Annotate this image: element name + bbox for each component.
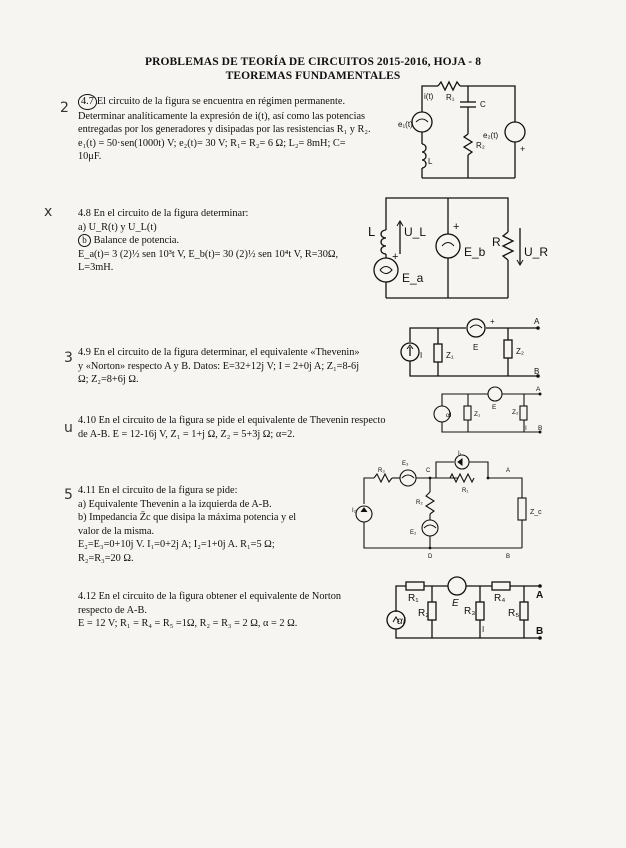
label-zc: Z_c [530,509,542,516]
problem-line: El circuito de la figura se encuentra en régimen permanente. [96,96,346,107]
label-l: L [368,224,376,239]
problem-line: En el circuito de la figura se pide: [98,485,238,496]
problem-line: a) Equivalente Thevenin a la izquierda de A-B. [78,498,272,510]
label-ai: αI [397,616,406,627]
label-r2: R₂ [416,500,423,506]
label-r5: R₅ [508,608,520,619]
label-r1: R₁ [446,93,455,102]
label-a: A [536,386,541,393]
label-e2: E₂ [410,530,417,536]
circuit-4-8 [368,194,548,302]
label-a: A [534,317,540,326]
label-r2: R₂ [476,141,485,150]
label-a: A [536,590,544,601]
problem-line: E_a(t)= 3 (2)½ sen 10³t V, E_b(t)= 30 (2)½ sen 10⁴t V, R=30Ω, [78,248,339,260]
label-plus: + [490,317,495,326]
problem-4-11 [78,484,358,566]
problem-4-8 [78,207,378,275]
margin-mark-1: 2 [60,100,69,116]
circuit-4-9 [398,316,546,382]
margin-mark-4: u [64,420,73,436]
label-i1: I₁ [458,451,462,457]
problem-line: R₂=R₃=20 Ω. [78,552,134,564]
label-c: C [426,468,431,474]
label-plus: + [520,144,526,154]
margin-mark-2: x [44,204,53,220]
label-plus-ea: + [392,251,399,263]
circuit-4-12 [382,576,550,646]
problem-number: 4.10 [78,415,97,426]
b-circle: b [78,234,91,247]
label-b: B [506,554,511,560]
problem-4-10 [78,414,438,441]
label-eb: E_b [464,245,486,259]
label-ea: E_a [402,271,424,285]
label-e1: e₁(t) [398,120,413,129]
problem-number: 4.9 [78,347,91,358]
sheet-subtitle: TEOREMAS FUNDAMENTALES [225,70,401,82]
label-r2: R₂ [418,608,430,619]
problem-line: respecto de A-B. [78,604,147,616]
label-i2: I₂ [352,508,356,514]
label-z2: Z₂ [512,409,519,416]
sheet-title: PROBLEMAS DE TEORÍA DE CIRCUITOS 2015-2016, HOJA - 8 [144,56,482,68]
label-ur: U_R [524,245,549,259]
label-a: A [506,468,511,474]
label-e: E [492,404,497,411]
problem-line: Determinar analíticamente la expresión de i(t), así como las potencias [78,110,366,122]
problem-line: En el circuito de la figura determinar, el equivalente «Thevenin» [93,347,360,358]
circuit-4-11 [352,452,548,560]
problem-line: E₂=E₃=0+10j V. I₁=0+2j A; I₂=1+0j A. R₁=5 Ω; [78,539,275,551]
label-e: E [473,343,479,352]
problem-4-12 [78,590,378,631]
label-r1: R₁ [462,488,469,494]
problem-line: Balance de potencia. [93,235,180,247]
label-r4: R₄ [494,593,506,604]
problem-4-7 [78,94,406,164]
problem-line: En el circuito de la figura obtener el equivalente de Norton [98,591,342,602]
label-e2: e₂(t) [483,131,499,140]
problem-number: 4.7 [78,94,97,110]
problem-line: Ω; Z₂=8+6j Ω. [78,374,139,386]
label-r3: R₃ [378,468,385,474]
label-ai: αI [446,412,452,419]
circuit-4-7 [400,82,540,184]
label-z1: Z₁ [474,411,481,418]
label-current: i(t) [424,92,434,101]
label-e: E [452,598,459,609]
margin-mark-3: 3 [64,350,73,366]
problem-line: de A-B. E = 12-16j V, Z₁ = 1+j Ω, Z₂ = 5+3j Ω; α=2. [78,428,295,440]
label-b: B [536,626,544,637]
problem-line: b) Impedancia Z̄c que disipa la máxima potencia y el [78,512,297,524]
label-i: I [420,351,423,360]
label-b: B [538,425,543,432]
label-r: R [492,235,501,249]
problem-line: En el circuito de la figura se pide el equivalente de Thevenin respecto [98,415,386,426]
label-z2: Z₂ [516,347,524,356]
label-i: I [482,625,485,634]
label-r1: R₁ [408,593,419,604]
label-ul: U_L [404,225,427,239]
circuit-4-10 [432,386,548,436]
problem-line: 10μF. [78,151,102,163]
label-d: D [428,554,433,560]
problem-line: y «Norton» respecto A y B. Datos: E=32+12j V; I = 2+0j A; Z₁=8-6j [78,360,360,372]
problem-number: 4.11 [78,485,96,496]
label-i: I [525,425,527,432]
margin-mark-5: 5 [64,487,73,503]
label-r3: R₃ [464,606,476,617]
label-plus: + [453,221,460,233]
label-e3: E₃ [402,461,409,467]
problem-line: entregadas por los generadores y disipadas por las resistencias R₁ y R₂. [78,124,371,136]
label-b: B [534,367,540,376]
problem-number: 4.12 [78,591,97,602]
problem-line: E = 12 V; R₁ = R₄ = R₅ =1Ω, R₂ = R₃ = 2 Ω, α = 2 Ω. [78,618,298,630]
problem-line: a) U_R(t) y U_L(t) [78,221,157,233]
problem-line: En el circuito de la figura determinar: [93,208,249,219]
problem-line: e₁(t) = 50·sen(1000t) V; e₂(t)= 30 V; R₁= R₂= 6 Ω; L₂= 8mH; C= [78,137,346,149]
problem-line: L=3mH. [78,262,114,274]
problem-4-9 [78,346,400,387]
label-z1: Z₁ [446,351,454,360]
label-c: C [480,100,486,109]
problem-line: valor de la misma. [78,525,155,537]
problem-number: 4.8 [78,208,91,219]
label-l: L [428,157,433,166]
